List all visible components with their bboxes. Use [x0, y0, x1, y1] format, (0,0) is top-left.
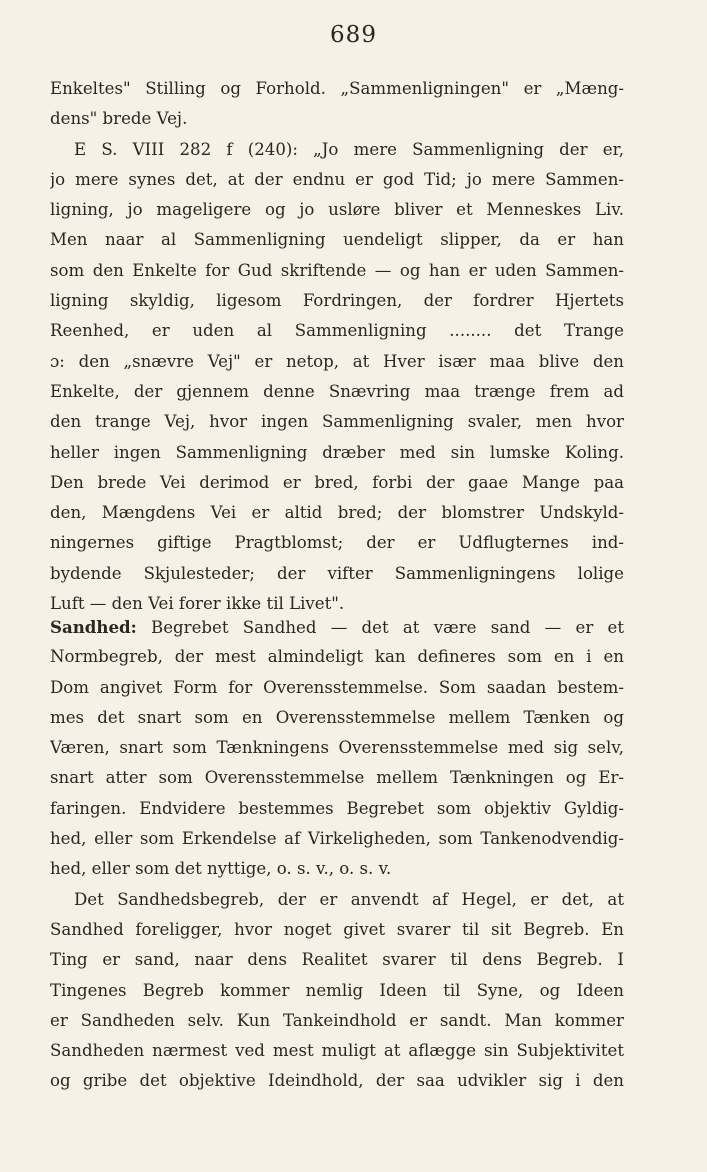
text-line: og gribe det objektive Ideindhold, der saa udvikler sig i den — [50, 1071, 624, 1091]
entry-first-line-text: Begrebet Sandhed — det at være sand — er et — [136, 618, 624, 637]
text-line: snart atter som Overensstemmelse mellem Tænkningen og Er- — [50, 768, 624, 788]
text-line: Tingenes Begreb kommer nemlig Ideen til Syne, og Ideen — [50, 980, 624, 1000]
text-line: faringen. Endvidere bestemmes Begrebet som objektiv Gyldig- — [50, 798, 624, 818]
text-line: den, Mængdens Vei er altid bred; der blomstrer Undskyld- — [50, 503, 624, 523]
text-line: Enkeltes" Stilling og Forhold. „Sammenligningen" er „Mæng- — [50, 79, 624, 98]
text-line: den trange Vej, hvor ingen Sammenligning svaler, men hvor — [50, 412, 624, 432]
text-line: Det Sandhedsbegreb, der er anvendt af Hegel, er det, at — [74, 889, 624, 909]
text-line: Enkelte, der gjennem denne Snævring maa trænge frem ad — [50, 381, 624, 401]
text-line: heller ingen Sammenligning dræber med sin lumske Koling. — [50, 442, 624, 462]
text-line: Den brede Vei derimod er bred, forbi der gaae Mange paa — [50, 472, 624, 492]
text-line: mes det snart som en Overensstemmelse mellem Tænken og — [50, 707, 624, 727]
text-line: Dom angivet Form for Overensstemmelse. Som saadan bestem- — [50, 677, 624, 697]
text-line: hed, eller som det nyttige, o. s. v., o. s. v. — [50, 859, 392, 879]
text-line: Luft — den Vei forer ikke til Livet". — [50, 594, 345, 614]
text-line: Væren, snart som Tænkningens Overensstemmelse med sig selv, — [50, 738, 624, 758]
text-line: Reenhed, er uden al Sammenligning ........ det Trange — [50, 321, 624, 341]
page-number: 689 — [330, 22, 377, 48]
text-line: ningernes giftige Pragtblomst; der er Udflugternes ind- — [50, 533, 624, 553]
entry-headword: Sandhed: — [50, 617, 137, 637]
text-line: Men naar al Sammenligning uendeligt slipper, da er han — [50, 230, 624, 250]
text-line: ligning skyldig, ligesom Fordringen, der fordrer Hjertets — [50, 291, 624, 311]
text-line: som den Enkelte for Gud skriftende — og han er uden Sammen- — [50, 260, 624, 280]
text-line: bydende Skjulesteder; der vifter Sammenligningens lolige — [50, 563, 624, 583]
text-line: Sandhed foreligger, hvor noget givet svarer til sit Begreb. En — [50, 919, 624, 939]
text-line: ɔ: den „snævre Vej" er netop, at Hver især maa blive den — [50, 351, 624, 371]
entry-first-line — [50, 612, 624, 642]
paragraph-mengdens-vej — [50, 74, 624, 619]
text-line: hed, eller som Erkendelse af Virkeligheden, som Tankenodvendig- — [50, 829, 624, 849]
text-line: ligning, jo mageligere og jo usløre bliver et Menneskes Liv. — [50, 200, 624, 220]
entry-sandhed — [50, 612, 624, 1097]
text-line: er Sandheden selv. Kun Tankeindhold er sandt. Man kommer — [50, 1010, 624, 1030]
text-line: Sandheden nærmest ved mest muligt at aflægge sin Subjektivitet — [50, 1041, 624, 1061]
text-line: jo mere synes det, at der endnu er god Tid; jo mere Sammen- — [50, 169, 624, 189]
text-line: dens" brede Vej. — [50, 109, 188, 129]
text-line: E S. VIII 282 f (240): „Jo mere Sammenligning der er, — [74, 139, 624, 159]
text-line: Ting er sand, naar dens Realitet svarer til dens Begreb. I — [50, 950, 624, 970]
text-line: Normbegreb, der mest almindeligt kan defineres som en i en — [50, 647, 624, 667]
